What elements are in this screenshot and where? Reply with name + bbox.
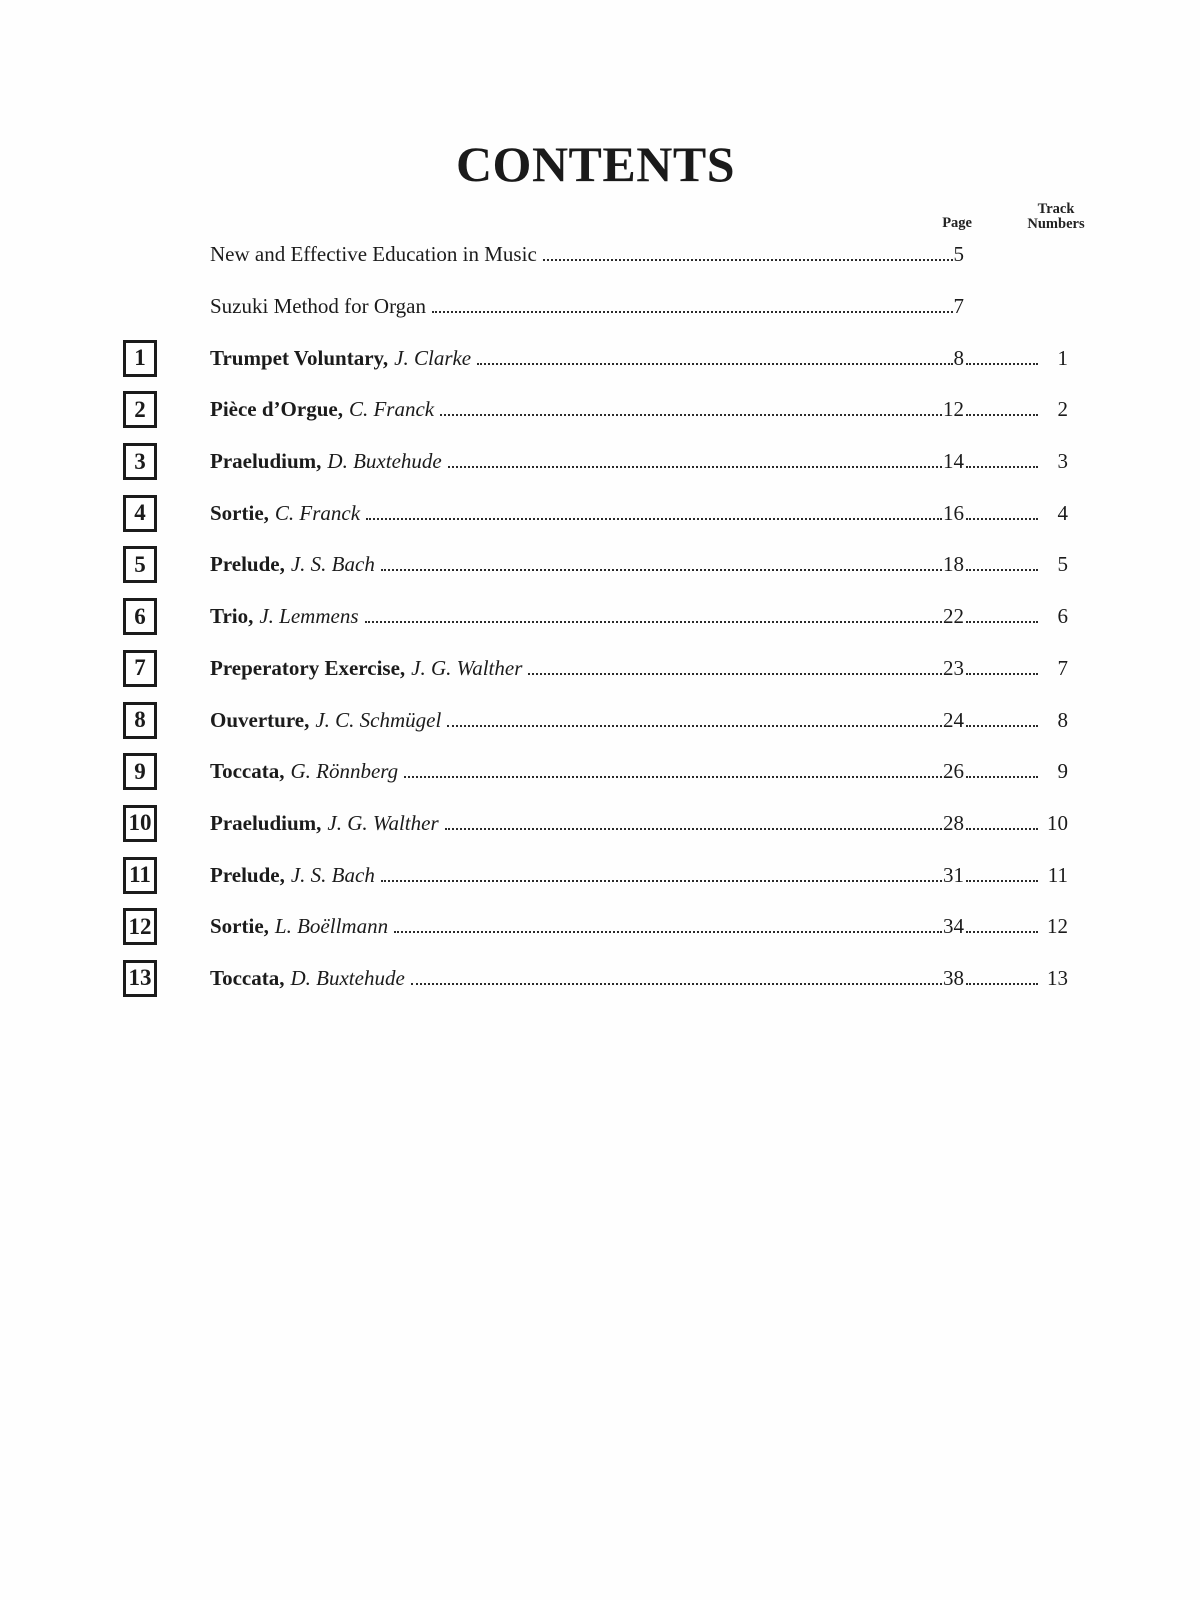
toc-row — [123, 746, 1068, 798]
toc-entry[interactable] — [210, 863, 1068, 888]
track-numbers-column-header — [1020, 202, 1092, 232]
toc-row — [123, 694, 1068, 746]
entry-title: Pièce d’Orgue, — [210, 397, 343, 422]
dot-leader-track — [966, 880, 1038, 882]
piece-number-column — [123, 960, 210, 997]
dot-leader — [366, 518, 942, 520]
dot-leader — [445, 828, 942, 830]
dot-leader — [543, 259, 953, 261]
toc-row — [123, 901, 1068, 953]
piece-number-column — [123, 443, 210, 480]
entry-page-number: 28 — [943, 810, 964, 835]
entry-title: Toccata, — [210, 965, 285, 990]
entry-title: Suzuki Method for Organ — [210, 294, 426, 319]
toc-list — [123, 229, 1068, 1004]
dot-leader — [381, 569, 942, 571]
entry-page-number: 22 — [943, 604, 964, 629]
entry-title: Trumpet Voluntary, — [210, 345, 389, 370]
entry-page-number: 8 — [953, 345, 964, 370]
toc-row — [123, 436, 1068, 488]
entry-composer: G. Rönnberg — [290, 759, 399, 784]
dot-leader — [447, 725, 942, 727]
piece-number: 9 — [134, 758, 146, 784]
piece-number-column — [123, 391, 210, 428]
toc-entry[interactable] — [210, 397, 1068, 422]
piece-number-column — [123, 598, 210, 635]
dot-leader — [448, 466, 942, 468]
toc-row — [123, 591, 1068, 643]
dot-leader-track — [966, 569, 1038, 571]
entry-title: Praeludium, — [210, 449, 322, 474]
dot-leader — [477, 363, 952, 365]
piece-number: 2 — [134, 396, 146, 422]
entry-page-number: 14 — [943, 449, 964, 474]
entry-title: Prelude, — [210, 552, 285, 577]
entry-page-number: 31 — [943, 862, 964, 887]
entry-composer: J. S. Bach — [290, 862, 375, 887]
dot-leader-track — [966, 673, 1038, 675]
entry-track-number: 9 — [1057, 759, 1068, 784]
page-title: CONTENTS — [455, 136, 736, 192]
dot-leader — [432, 311, 953, 313]
entry-composer: D. Buxtehude — [327, 449, 442, 474]
entry-page-number: 5 — [953, 242, 964, 267]
entry-composer: J. Lemmens — [259, 604, 359, 629]
dot-leader-track — [966, 466, 1038, 468]
piece-number-column — [123, 702, 210, 739]
entry-page-number: 26 — [943, 759, 964, 784]
toc-row — [123, 281, 1068, 333]
entry-composer: J. S. Bach — [290, 552, 375, 577]
toc-entry[interactable] — [210, 966, 1068, 991]
dot-leader — [528, 673, 942, 675]
piece-number-column — [123, 805, 210, 842]
entry-track-number: 5 — [1057, 552, 1068, 577]
toc-entry[interactable] — [210, 759, 1068, 784]
entry-track-number: 2 — [1057, 397, 1068, 422]
piece-number: 10 — [128, 810, 152, 836]
entry-composer: J. G. Walther — [411, 655, 523, 680]
dot-leader — [381, 880, 942, 882]
piece-number-box — [123, 443, 157, 480]
piece-number-box — [123, 495, 157, 532]
entry-composer: L. Boëllmann — [274, 914, 389, 939]
piece-number-column — [123, 753, 210, 790]
piece-number-box — [123, 598, 157, 635]
piece-number: 5 — [134, 551, 146, 577]
dot-leader — [411, 983, 942, 985]
toc-entry[interactable] — [210, 449, 1068, 474]
entry-title: Sortie, — [210, 500, 269, 525]
entry-track-number: 13 — [1047, 965, 1068, 990]
toc-entry[interactable] — [210, 294, 1068, 319]
toc-entry[interactable] — [210, 346, 1068, 371]
page-column-header: Page — [942, 215, 972, 231]
piece-number-box — [123, 857, 157, 894]
dot-leader-track — [966, 931, 1038, 933]
entry-track-number: 12 — [1047, 914, 1068, 939]
entry-composer: C. Franck — [348, 397, 435, 422]
track-header-line1: Track — [1037, 201, 1075, 217]
entry-page-number: 7 — [953, 294, 964, 319]
entry-composer: J. G. Walther — [327, 810, 439, 835]
entry-track-number: 8 — [1057, 707, 1068, 732]
dot-leader-track — [966, 621, 1038, 623]
toc-row — [123, 643, 1068, 695]
entry-track-number: 11 — [1047, 862, 1068, 887]
piece-number: 12 — [128, 913, 152, 939]
piece-number: 11 — [129, 862, 151, 888]
entry-title: Preperatory Exercise, — [210, 655, 406, 680]
piece-number-column — [123, 908, 210, 945]
entry-title: Prelude, — [210, 862, 285, 887]
entry-track-number: 7 — [1057, 655, 1068, 680]
dot-leader-track — [966, 725, 1038, 727]
dot-leader — [404, 776, 942, 778]
entry-track-number: 1 — [1057, 345, 1068, 370]
entry-title: Toccata, — [210, 759, 285, 784]
entry-track-number: 10 — [1047, 810, 1068, 835]
toc-entry[interactable] — [210, 242, 1068, 267]
entry-page-number: 34 — [943, 914, 964, 939]
piece-number: 1 — [134, 345, 146, 371]
toc-entry[interactable] — [210, 708, 1068, 733]
entry-page-number: 38 — [943, 965, 964, 990]
entry-page-number: 12 — [943, 397, 964, 422]
toc-row — [123, 487, 1068, 539]
entry-title: Sortie, — [210, 914, 269, 939]
dot-leader-track — [966, 414, 1038, 416]
piece-number-column — [123, 546, 210, 583]
piece-number-box — [123, 391, 157, 428]
toc-entry[interactable] — [210, 914, 1068, 939]
piece-number-box — [123, 908, 157, 945]
piece-number-column — [123, 495, 210, 532]
piece-number-box — [123, 702, 157, 739]
entry-title: Ouverture, — [210, 707, 310, 732]
toc-row — [123, 849, 1068, 901]
piece-number-column — [123, 340, 210, 377]
toc-row — [123, 229, 1068, 281]
dot-leader-track — [966, 776, 1038, 778]
entry-page-number: 24 — [943, 707, 964, 732]
piece-number: 8 — [134, 707, 146, 733]
entry-title: Trio, — [210, 604, 254, 629]
piece-number-box — [123, 960, 157, 997]
piece-number-column — [123, 236, 210, 273]
entry-composer: C. Franck — [274, 500, 361, 525]
entry-composer: D. Buxtehude — [290, 965, 405, 990]
dot-leader-track — [966, 363, 1038, 365]
toc-row — [123, 798, 1068, 850]
entry-track-number: 4 — [1057, 500, 1068, 525]
piece-number-box — [123, 805, 157, 842]
piece-number: 7 — [134, 655, 146, 681]
toc-row — [123, 332, 1068, 384]
entry-title: New and Effective Education in Music — [210, 242, 537, 267]
entry-page-number: 16 — [943, 500, 964, 525]
toc-entry[interactable] — [210, 811, 1068, 836]
piece-number-box — [123, 340, 157, 377]
entry-page-number: 18 — [943, 552, 964, 577]
piece-number-column — [123, 650, 210, 687]
dot-leader — [365, 621, 942, 623]
piece-number: 3 — [134, 448, 146, 474]
entry-title: Praeludium, — [210, 810, 322, 835]
piece-number-box — [123, 650, 157, 687]
entry-composer: J. Clarke — [394, 345, 472, 370]
toc-entry[interactable] — [210, 604, 1068, 629]
piece-number: 13 — [128, 965, 152, 991]
track-header-line2: Numbers — [1027, 216, 1085, 232]
dot-leader-track — [966, 518, 1038, 520]
dot-leader — [394, 931, 942, 933]
piece-number: 6 — [134, 603, 146, 629]
piece-number-column — [123, 857, 210, 894]
piece-number: 4 — [134, 500, 146, 526]
toc-row — [123, 953, 1068, 1005]
entry-track-number: 3 — [1057, 449, 1068, 474]
piece-number-column — [123, 288, 210, 325]
toc-row — [123, 384, 1068, 436]
entry-page-number: 23 — [943, 655, 964, 680]
dot-leader-track — [966, 983, 1038, 985]
entry-composer: J. C. Schmügel — [315, 707, 442, 732]
piece-number-box — [123, 753, 157, 790]
entry-track-number: 6 — [1057, 604, 1068, 629]
toc-entry[interactable] — [210, 656, 1068, 681]
toc-entry[interactable] — [210, 552, 1068, 577]
toc-entry[interactable] — [210, 501, 1068, 526]
dot-leader-track — [966, 828, 1038, 830]
piece-number-box — [123, 546, 157, 583]
toc-row — [123, 539, 1068, 591]
dot-leader — [440, 414, 942, 416]
